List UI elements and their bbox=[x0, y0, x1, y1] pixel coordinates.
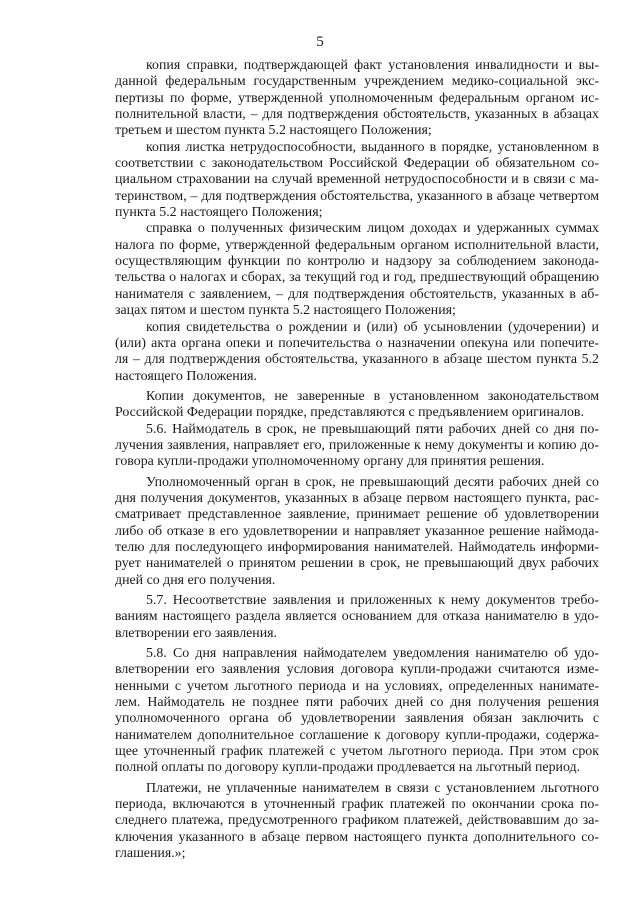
text-line: зацах пятом и шестом пункта 5.2 настоящего Положения; bbox=[115, 303, 456, 319]
text-line: сматривает представленное заявление, принимает решение об удовлетворении bbox=[115, 507, 599, 523]
document-body bbox=[115, 58, 599, 863]
text-line: тельства о налогах и сборах, за текущий год и год, предшествующий обращению bbox=[115, 270, 599, 286]
text-line: ля – для подтверждения обстоятельства, указанного в абзаце шестом пункта 5.2 bbox=[115, 352, 599, 368]
text-line: нанимателем дополнительное соглашение к договору купли-продажи, содержа- bbox=[115, 727, 599, 743]
text-line: влетворении его заявления условия договора купли-продажи считаются изме- bbox=[115, 662, 599, 678]
text-line: осуществляющим функции по контролю и надзору за соблюдением законода- bbox=[115, 254, 599, 270]
text-line: уполномоченного органа об удовлетворении заявления обязан заключить с bbox=[115, 711, 599, 727]
text-line: теринством, – для подтверждения обстоятельства, указанного в абзаце четвертом bbox=[115, 188, 599, 204]
text-line: (или) акта органа опеки и попечительства о назначении опекуна или попечите- bbox=[115, 335, 599, 351]
text-line: влетворении его заявления. bbox=[115, 625, 278, 641]
text-line: рует нанимателей о принятом решении в срок, не превышающий двух рабочих bbox=[115, 556, 599, 572]
text-line: справка о полученных физическим лицом доходах и удержанных суммах bbox=[146, 221, 599, 237]
text-line: пункта 5.2 настоящего Положения; bbox=[115, 205, 323, 221]
text-line: 5.6. Наймодатель в срок, не превышающий пяти рабочих дней со дня по- bbox=[146, 421, 599, 437]
page-number: 5 bbox=[316, 34, 324, 50]
text-line: копия справки, подтверждающей факт установления инвалидности и вы- bbox=[146, 58, 599, 73]
text-line: нанимателя с заявлением, – для подтверждения обстоятельств, указанных в аб- bbox=[115, 286, 599, 302]
text-line: данной федеральным государственным учреждением медико-социальной экс- bbox=[115, 74, 599, 90]
text-line: 5.7. Несоответствие заявления и приложенных к нему документов требо- bbox=[146, 593, 599, 608]
text-line: Российской Федерации порядке, представляются с предъявлением оригиналов. bbox=[115, 405, 584, 421]
text-line: Уполномоченный орган в срок, не превышающий десяти рабочих дней со bbox=[146, 474, 599, 490]
text-line: третьем и шестом пункта 5.2 настоящего Положения; bbox=[115, 123, 432, 139]
text-line: ваниям настоящего раздела является основанием для отказа нанимателю в удо- bbox=[115, 609, 599, 625]
text-line: полнительной власти, – для подтверждения обстоятельств, указанных в абзацах bbox=[115, 107, 599, 123]
text-line: ненными с учетом льготного периода и на условиях, определенных нанимате- bbox=[115, 678, 599, 694]
text-line: дней со дня его получения. bbox=[115, 572, 276, 588]
text-line: настоящего Положения. bbox=[115, 368, 257, 384]
text-line: пертизы по форме, утвержденной уполномоченным федеральным органом ис- bbox=[115, 90, 599, 106]
text-line: дня получения документов, указанных в абзаце первом настоящего пункта, рас- bbox=[115, 490, 599, 506]
text-line: копия свидетельства о рождении и (или) об усыновлении (удочерении) и bbox=[146, 319, 599, 335]
text-line: периода, включаются в уточненный график платежей по окончании срока по- bbox=[115, 797, 599, 813]
text-line: Платежи, не уплаченные нанимателем в связи с установлением льготного bbox=[146, 780, 599, 796]
text-line: следнего платежа, предусмотренного графиком платежей, действовавшим до за- bbox=[115, 813, 599, 829]
text-line: полной оплаты по договору купли-продажи продлевается на льготный период. bbox=[115, 760, 581, 776]
text-line: циальном страховании на случай временной нетрудоспособности и в связи с ма- bbox=[115, 172, 599, 188]
text-line: телю для последующего информирования нанимателей. Наймодатель информи- bbox=[115, 539, 599, 555]
text-line: либо об отказе в его удовлетворении и направляет указанное решение наймода- bbox=[115, 523, 599, 539]
text-line: 5.8. Со дня направления наймодателем уведомления нанимателю об удо- bbox=[146, 646, 599, 662]
text-line: глашения.»; bbox=[115, 846, 186, 862]
text-line: налога по форме, утвержденной федеральным органом исполнительной власти, bbox=[115, 237, 599, 253]
text-line: ключения указанного в абзаце первом настоящего пункта дополнительного со- bbox=[115, 829, 599, 845]
text-line: копия листка нетрудоспособности, выданного в порядке, установленном в bbox=[146, 139, 599, 155]
text-line: говора купли-продажи уполномоченному органу для принятия решения. bbox=[115, 454, 545, 470]
text-line: лучения заявления, направляет его, приложенные к нему документы и копию до- bbox=[115, 437, 599, 453]
text-line: щее уточненный график платежей с учетом льготного периода. При этом срок bbox=[115, 744, 599, 760]
text-line: Копии документов, не заверенные в установленном законодательством bbox=[146, 388, 599, 404]
text-line: соответствии с законодательством Российской Федерации об обязательном со- bbox=[115, 156, 599, 172]
text-line: лем. Наймодатель не позднее пяти рабочих дней со дня получения решения bbox=[115, 695, 599, 711]
